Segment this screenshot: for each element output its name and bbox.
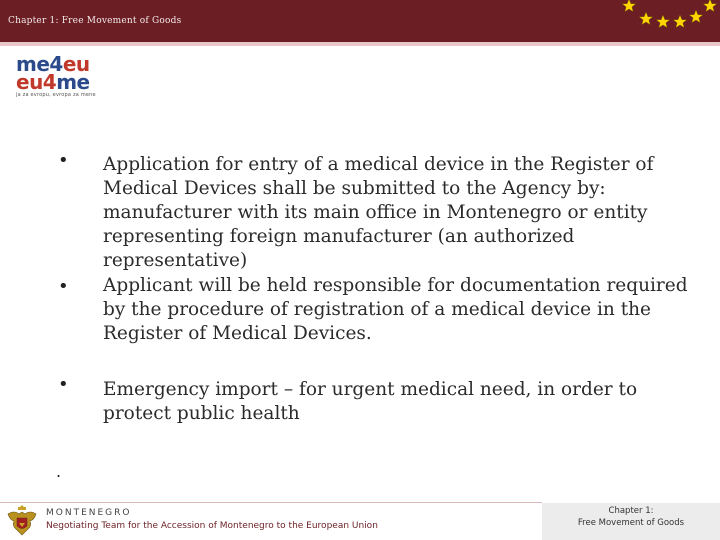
header-bar	[0, 0, 720, 42]
footer-country: MONTENEGRO	[46, 508, 132, 518]
me4eu-logo	[16, 52, 116, 100]
montenegro-coat-of-arms-icon	[4, 502, 40, 538]
stray-period: .	[56, 462, 62, 481]
bullet-marker: •	[58, 276, 69, 297]
bullet-marker: •	[58, 150, 69, 171]
footer-chapter-line-1: Chapter 1:	[608, 506, 654, 516]
logo-eu: eu	[62, 52, 90, 76]
header-accent-line	[0, 42, 720, 46]
footer-divider	[0, 502, 542, 503]
bullet-item-application: Application for entry of a medical device in the Register of Medical Devices shall be submitted to the Agency by: manufacturer with its main office in Montenegro or entity representing foreign manufacturer (an authorized representative)	[103, 154, 654, 271]
logo-eu4: eu4	[16, 70, 57, 94]
logo-tagline: ja za evropu, evropa za mene	[16, 92, 96, 98]
bullet-item-emergency: Emergency import – for urgent medical need, in order to protect public health	[103, 379, 638, 424]
header-title: Chapter 1: Free Movement of Goods	[8, 16, 182, 26]
logo-line-2	[16, 70, 116, 94]
logo-me: me	[56, 70, 90, 94]
footer-chapter-label	[542, 505, 720, 529]
bullet-item-applicant: Applicant will be held responsible for documentation required by the procedure of registration of a medical device in the Register of Medical Devices.	[103, 275, 688, 344]
logo-me4: me4	[16, 52, 63, 76]
footer-chapter-line-2: Free Movement of Goods	[577, 518, 685, 528]
bullet-marker: •	[58, 374, 69, 395]
footer-team-name: Negotiating Team for the Accession of Montenegro to the European Union	[46, 521, 378, 531]
